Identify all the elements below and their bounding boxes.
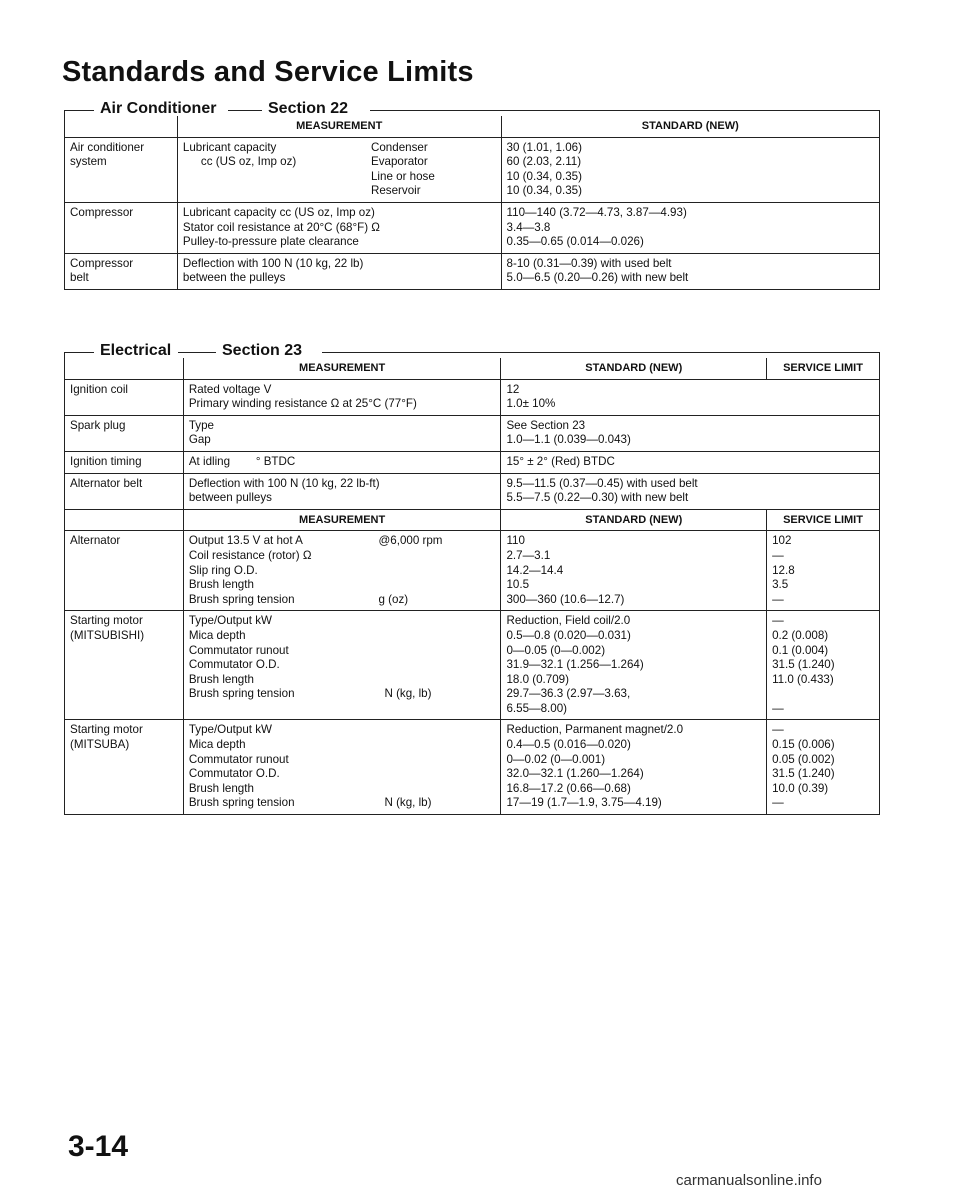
measurement-text: Condenser — [370, 140, 428, 154]
measurement-text: Brush spring tension — [188, 796, 295, 810]
measurement-cell — [177, 253, 501, 289]
electrical-header-row-2 — [65, 509, 880, 531]
ac-section-rule-left — [64, 110, 98, 111]
measurement-text: Deflection with 100 N (10 kg, 22 lb-ft) — [188, 476, 380, 490]
table-row — [65, 451, 880, 473]
item-label: Air conditioner — [70, 140, 145, 154]
table-row — [65, 202, 880, 253]
item-cell — [65, 379, 184, 415]
item-cell — [65, 253, 178, 289]
ac-spec-table — [64, 116, 880, 290]
measurement-text: Brush length — [188, 578, 254, 592]
table-row — [65, 253, 880, 289]
measurement-text: Gap — [188, 433, 211, 447]
item-label: belt — [70, 271, 89, 285]
limit-value: 0.2 (0.008) — [772, 628, 829, 642]
table-row — [65, 415, 880, 451]
measurement-cell — [183, 379, 501, 415]
item-cell — [65, 415, 184, 451]
item-label: (MITSUBISHI) — [70, 628, 145, 642]
standard-value: 10.5 — [506, 578, 530, 592]
limit-value: 12.8 — [772, 563, 795, 577]
measurement-text: g (oz) — [378, 592, 409, 606]
limit-cell — [767, 720, 880, 815]
standard-value: 110 — [506, 534, 525, 548]
standard-value: 0.35—0.65 (0.014—0.026) — [506, 235, 644, 249]
standard-value: 32.0—32.1 (1.260—1.264) — [506, 767, 644, 781]
ac-section-number: Section 22 — [262, 100, 354, 118]
measurement-text: Commutator O.D. — [188, 658, 280, 672]
standard-value: 14.2—14.4 — [506, 563, 564, 577]
item-label: Starting motor — [70, 614, 143, 628]
standard-cell — [501, 720, 767, 815]
el-col-measurement: MEASUREMENT — [183, 358, 501, 379]
standard-value: 17—19 (1.7—1.9, 3.75—4.19) — [506, 796, 662, 810]
limit-value: 3.5 — [772, 578, 789, 592]
limit-value: — — [772, 796, 784, 810]
measurement-text: Deflection with 100 N (10 kg, 22 lb) — [182, 256, 364, 270]
item-cell — [65, 137, 178, 202]
measurement-text: Brush length — [188, 781, 254, 795]
measurement-text: Primary winding resistance Ω at 25°C (77°F) — [188, 397, 417, 411]
item-cell — [65, 202, 178, 253]
standard-value: 110—140 (3.72—4.73, 3.87—4.93) — [506, 205, 687, 219]
table-row — [65, 473, 880, 509]
standard-cell — [501, 202, 879, 253]
el-col-measurement-2: MEASUREMENT — [183, 509, 501, 531]
table-row — [65, 720, 880, 815]
item-label: Alternator belt — [70, 476, 143, 490]
standard-value: 5.0—6.5 (0.20—0.26) with new belt — [506, 271, 689, 285]
standard-value: 5.5—7.5 (0.22—0.30) with new belt — [506, 491, 689, 505]
limit-value: 0.05 (0.002) — [772, 752, 835, 766]
item-cell — [65, 473, 184, 509]
page-title: Standards and Service Limits — [62, 56, 474, 88]
standard-value: 9.5—11.5 (0.37—0.45) with used belt — [506, 476, 698, 490]
el-col-service-limit-2: SERVICE LIMIT — [767, 509, 880, 531]
measurement-text: Reservoir — [370, 184, 421, 198]
standard-value: 29.7—36.3 (2.97—3.63, — [506, 687, 631, 701]
measurement-text: Line or hose — [370, 169, 435, 183]
limit-value: 10.0 (0.39) — [772, 781, 829, 795]
limit-value: 11.0 (0.433) — [772, 672, 834, 686]
standard-value: 60 (2.03, 2.11) — [506, 155, 582, 169]
limit-value: — — [772, 592, 784, 606]
standard-cell — [501, 137, 879, 202]
standard-value: 2.7—3.1 — [506, 548, 551, 562]
electrical-header-row — [65, 358, 880, 379]
item-label: Compressor — [70, 205, 134, 219]
item-label: Starting motor — [70, 723, 143, 737]
standard-value: 0.4—0.5 (0.016—0.020) — [506, 738, 631, 752]
ac-section-heading: Air Conditioner — [94, 100, 222, 118]
item-label: Compressor — [70, 256, 134, 270]
standard-value: 1.0± 10% — [506, 397, 556, 411]
table-row — [65, 379, 880, 415]
limit-value: 31.5 (1.240) — [772, 767, 835, 781]
item-cell — [65, 720, 184, 815]
limit-value: — — [772, 723, 784, 737]
measurement-text: Lubricant capacity cc (US oz, Imp oz) — [182, 205, 375, 219]
measurement-text: @6,000 rpm — [378, 534, 443, 548]
item-label: Ignition coil — [70, 382, 129, 396]
measurement-text: between the pulleys — [182, 271, 286, 285]
limit-cell — [767, 611, 880, 720]
table-row — [65, 611, 880, 720]
el-col-standard-2: STANDARD (NEW) — [501, 509, 767, 531]
measurement-text: Brush spring tension — [188, 592, 295, 606]
measurement-text: Brush length — [188, 672, 254, 686]
standard-cell — [501, 253, 879, 289]
measurement-cell — [177, 137, 501, 202]
measurement-text: Mica depth — [188, 738, 246, 752]
standard-cell — [501, 531, 767, 611]
measurement-cell — [183, 531, 501, 611]
table-row — [65, 137, 880, 202]
limit-value: — — [772, 701, 784, 715]
el-section-rule-left — [64, 352, 98, 353]
measurement-cell — [177, 202, 501, 253]
standard-value: 31.9—32.1 (1.256—1.264) — [506, 658, 644, 672]
measurement-text: Commutator runout — [188, 643, 289, 657]
limit-value: 0.1 (0.004) — [772, 643, 829, 657]
measurement-text — [379, 564, 496, 579]
standard-value: 30 (1.01, 1.06) — [506, 140, 582, 154]
standard-value: 10 (0.34, 0.35) — [506, 184, 582, 198]
measurement-text: Brush spring tension — [188, 687, 295, 701]
standard-value: 6.55—8.00) — [506, 701, 568, 715]
measurement-cell — [183, 473, 501, 509]
standard-value: 0.5—0.8 (0.020—0.031) — [506, 628, 631, 642]
measurement-text: Type/Output kW — [188, 723, 272, 737]
standard-value: Reduction, Parmanent magnet/2.0 — [506, 723, 684, 737]
measurement-text: Pulley-to-pressure plate clearance — [182, 235, 359, 249]
standard-cell — [501, 611, 767, 720]
page-number: 3-14 — [68, 1130, 129, 1163]
measurement-text — [379, 549, 496, 564]
ac-col-standard: STANDARD (NEW) — [501, 116, 879, 137]
limit-value: 31.5 (1.240) — [772, 658, 835, 672]
measurement-text: Lubricant capacity — [182, 140, 277, 154]
el-section-number: Section 23 — [216, 342, 308, 360]
el-col-standard: STANDARD (NEW) — [501, 358, 767, 379]
standard-value: 300—360 (10.6—12.7) — [506, 592, 625, 606]
standard-value: 0—0.02 (0—0.001) — [506, 752, 606, 766]
limit-value: — — [772, 614, 784, 628]
standard-cell — [501, 473, 880, 509]
standard-value: 8-10 (0.31—0.39) with used belt — [506, 256, 672, 270]
item-label: (MITSUBA) — [70, 738, 130, 752]
measurement-text: Mica depth — [188, 628, 246, 642]
item-label: system — [70, 155, 107, 169]
standard-value: Reduction, Field coil/2.0 — [506, 614, 631, 628]
el-col-service-limit: SERVICE LIMIT — [767, 358, 880, 379]
measurement-text: Commutator runout — [188, 752, 289, 766]
measurement-cell — [183, 451, 501, 473]
measurement-text: Rated voltage V — [188, 382, 272, 396]
measurement-text: At idling ° BTDC — [188, 454, 296, 468]
ac-col-measurement: MEASUREMENT — [177, 116, 501, 137]
measurement-text: Coil resistance (rotor) Ω — [188, 548, 312, 562]
measurement-text: Stator coil resistance at 20°C (68°F) Ω — [182, 220, 380, 234]
measurement-cell — [183, 415, 501, 451]
ac-section-rule-mid — [228, 110, 264, 111]
standard-value: 1.0—1.1 (0.039—0.043) — [506, 433, 631, 447]
standard-value: 10 (0.34, 0.35) — [506, 169, 582, 183]
measurement-text: Type — [188, 418, 214, 432]
measurement-text: Commutator O.D. — [188, 767, 280, 781]
standard-cell — [501, 415, 880, 451]
watermark: carmanualsonline.info — [676, 1172, 822, 1189]
standard-cell — [501, 451, 880, 473]
standard-value: 15° ± 2° (Red) BTDC — [506, 454, 615, 468]
electrical-spec-table-a — [64, 358, 880, 815]
ac-section-rule-right — [370, 110, 880, 111]
limit-value: 102 — [772, 534, 792, 548]
standard-cell — [501, 379, 880, 415]
el-section-rule-mid — [178, 352, 218, 353]
measurement-text: N (kg, lb) — [384, 687, 432, 701]
measurement-cell — [183, 611, 501, 720]
standard-value: 16.8—17.2 (0.66—0.68) — [506, 781, 631, 795]
standard-value: See Section 23 — [506, 418, 586, 432]
measurement-text: N (kg, lb) — [384, 796, 432, 810]
measurement-text: Output 13.5 V at hot A — [188, 534, 303, 548]
item-label: Alternator — [70, 534, 121, 548]
measurement-text: Type/Output kW — [188, 614, 272, 628]
standard-value: 0—0.05 (0—0.002) — [506, 643, 606, 657]
limit-value: 0.15 (0.006) — [772, 738, 835, 752]
table-row — [65, 531, 880, 611]
measurement-text — [379, 578, 496, 593]
limit-value: — — [772, 548, 784, 562]
measurement-text: between pulleys — [188, 491, 272, 505]
standard-value: 12 — [506, 382, 520, 396]
item-cell — [65, 531, 184, 611]
item-label: Spark plug — [70, 418, 126, 432]
item-cell — [65, 451, 184, 473]
limit-cell — [767, 531, 880, 611]
standard-value: 18.0 (0.709) — [506, 672, 569, 686]
measurement-text: cc (US oz, Imp oz) — [200, 155, 297, 169]
item-label: Ignition timing — [70, 454, 142, 468]
measurement-cell — [183, 720, 501, 815]
measurement-text: Slip ring O.D. — [188, 563, 258, 577]
el-section-rule-right — [322, 352, 880, 353]
standard-value: 3.4—3.8 — [506, 220, 551, 234]
ac-header-row — [65, 116, 880, 137]
el-section-heading: Electrical — [94, 342, 177, 360]
measurement-text: Evaporator — [370, 155, 428, 169]
item-cell — [65, 611, 184, 720]
